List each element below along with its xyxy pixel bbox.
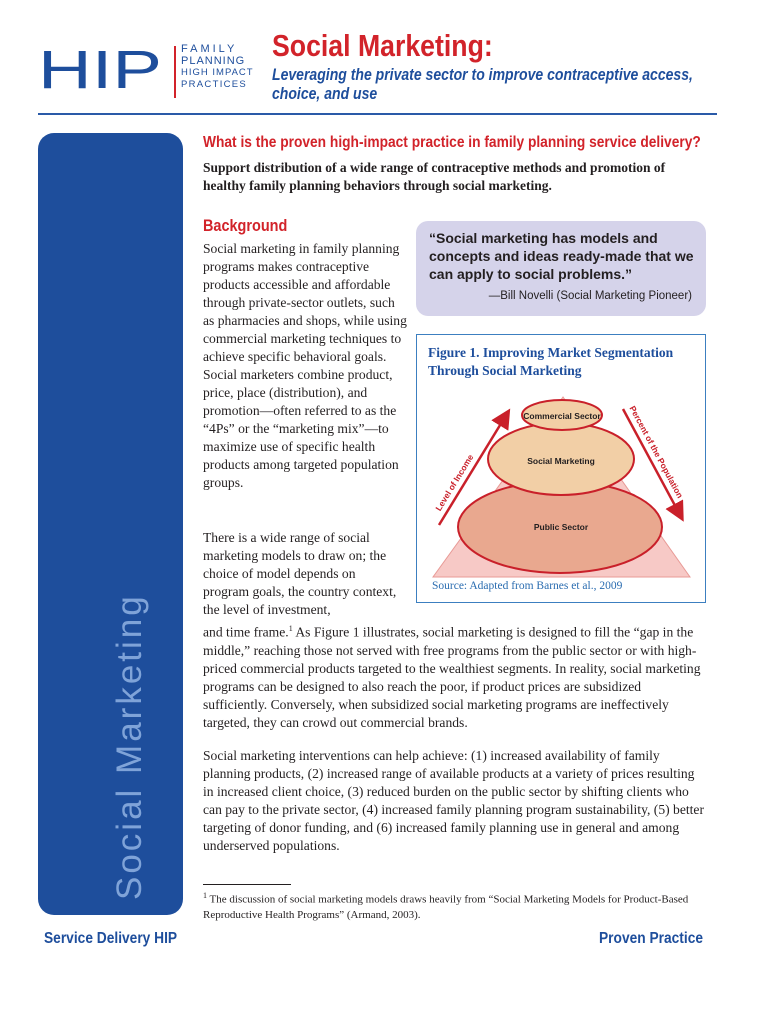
background-heading: Background [203,216,288,235]
background-paragraph-2-continued [203,620,708,732]
sidebar-label: Social Marketing [110,593,149,900]
background-paragraph-1: Social marketing in family planning programs makes contraceptive products accessible and affordable through private-sector outlets, such as pharmacies and shops, while using commercial marketing techniques to achieve specific behavioral goals. Social marketers combine product, price, place (distribution), and promotion—often referred to as the “4Ps” or the “marketing mix”—to maximize use of specific health products among targeted population groups. [203,241,407,490]
hip-logo [38,48,164,90]
logo-subtext [181,44,254,90]
page-subtitle: Leveraging the private sector to improve contraceptive access, choice, and use [272,66,693,103]
logo-divider [174,46,176,98]
footnote-text: The discussion of social marketing models draws heavily from “Social Marketing Models for Product-Based Reproductive Health Programs” (Armand, 2003). [203,893,689,921]
footnote-marker: 1 [203,891,207,900]
footnote [203,888,708,923]
footer-category: Service Delivery HIP [44,930,178,947]
footnote-ref[interactable]: 1 [288,624,293,633]
figure-source: Source: Adapted from Barnes et al., 2009 [432,580,623,592]
social-marketing-label: Social Marketing [527,456,595,466]
question-heading: What is the proven high-impact practice in family planning service delivery? [203,134,701,151]
logo-sub-line: FAMILY [181,43,238,55]
background-paragraph-2: There is a wide range of social marketing models to draw on; the choice of model depends on program goals, the country context, the level of investment, [203,530,397,617]
quote-text: “Social marketing has models and concepts and ideas ready-made that we can apply to social problems.” [429,230,694,282]
logo-sub-line: PRACTICES [181,78,248,90]
para2-text: and time frame. [203,624,289,640]
hip-logo-text: HIP [38,48,162,90]
footnote-rule [203,884,291,885]
quote-attribution: —Bill Novelli (Social Marketing Pioneer) [488,290,692,302]
answer-text: Support distribution of a wide range of contraceptive methods and promotion of healthy family planning behaviors through social marketing. [203,160,666,193]
commercial-sector-label: Commercial Sector [523,411,601,421]
header-rule [38,113,717,115]
footer-practice-type: Proven Practice [599,930,704,947]
logo-sub-line: HIGH IMPACT [181,67,254,78]
para2-text-rest: As Figure 1 illustrates, social marketing is designed to fill the “gap in the middle,” reaching those not served with free programs from the public sector or with high-priced commercial products targeted to the wealthiest segments. In reality, social marketing programs can be designed to also reach the poor, if product prices are subsidized sufficiently. Conversely, when subsidized social marketing programs are ineffectively targeted, they can crowd out commercial brands. [203,624,701,730]
market-segmentation-diagram [417,335,705,602]
figure-title: Figure 1. Improving Market Segmentation Through Social Marketing [428,345,674,378]
income-arrow-label: Level of Income [433,452,476,513]
page-title: Social Marketing: [272,28,493,63]
public-sector-label: Public Sector [533,522,589,532]
population-arrow-label: Percent of the Population [627,404,686,500]
logo-sub-line: PLANNING [181,54,246,67]
background-paragraph-3: Social marketing interventions can help achieve: (1) increased availability of family planning products, (2) increased range of available products at a variety of prices resulting in increased client choice, (3) reduced burden on the public sector by shifting clients who can pay to the private sector, (4) increased family planning program sustainability, (5) better targeting of donor funding, and (6) increased family planning use in general and among underserved populations. [203,748,704,853]
